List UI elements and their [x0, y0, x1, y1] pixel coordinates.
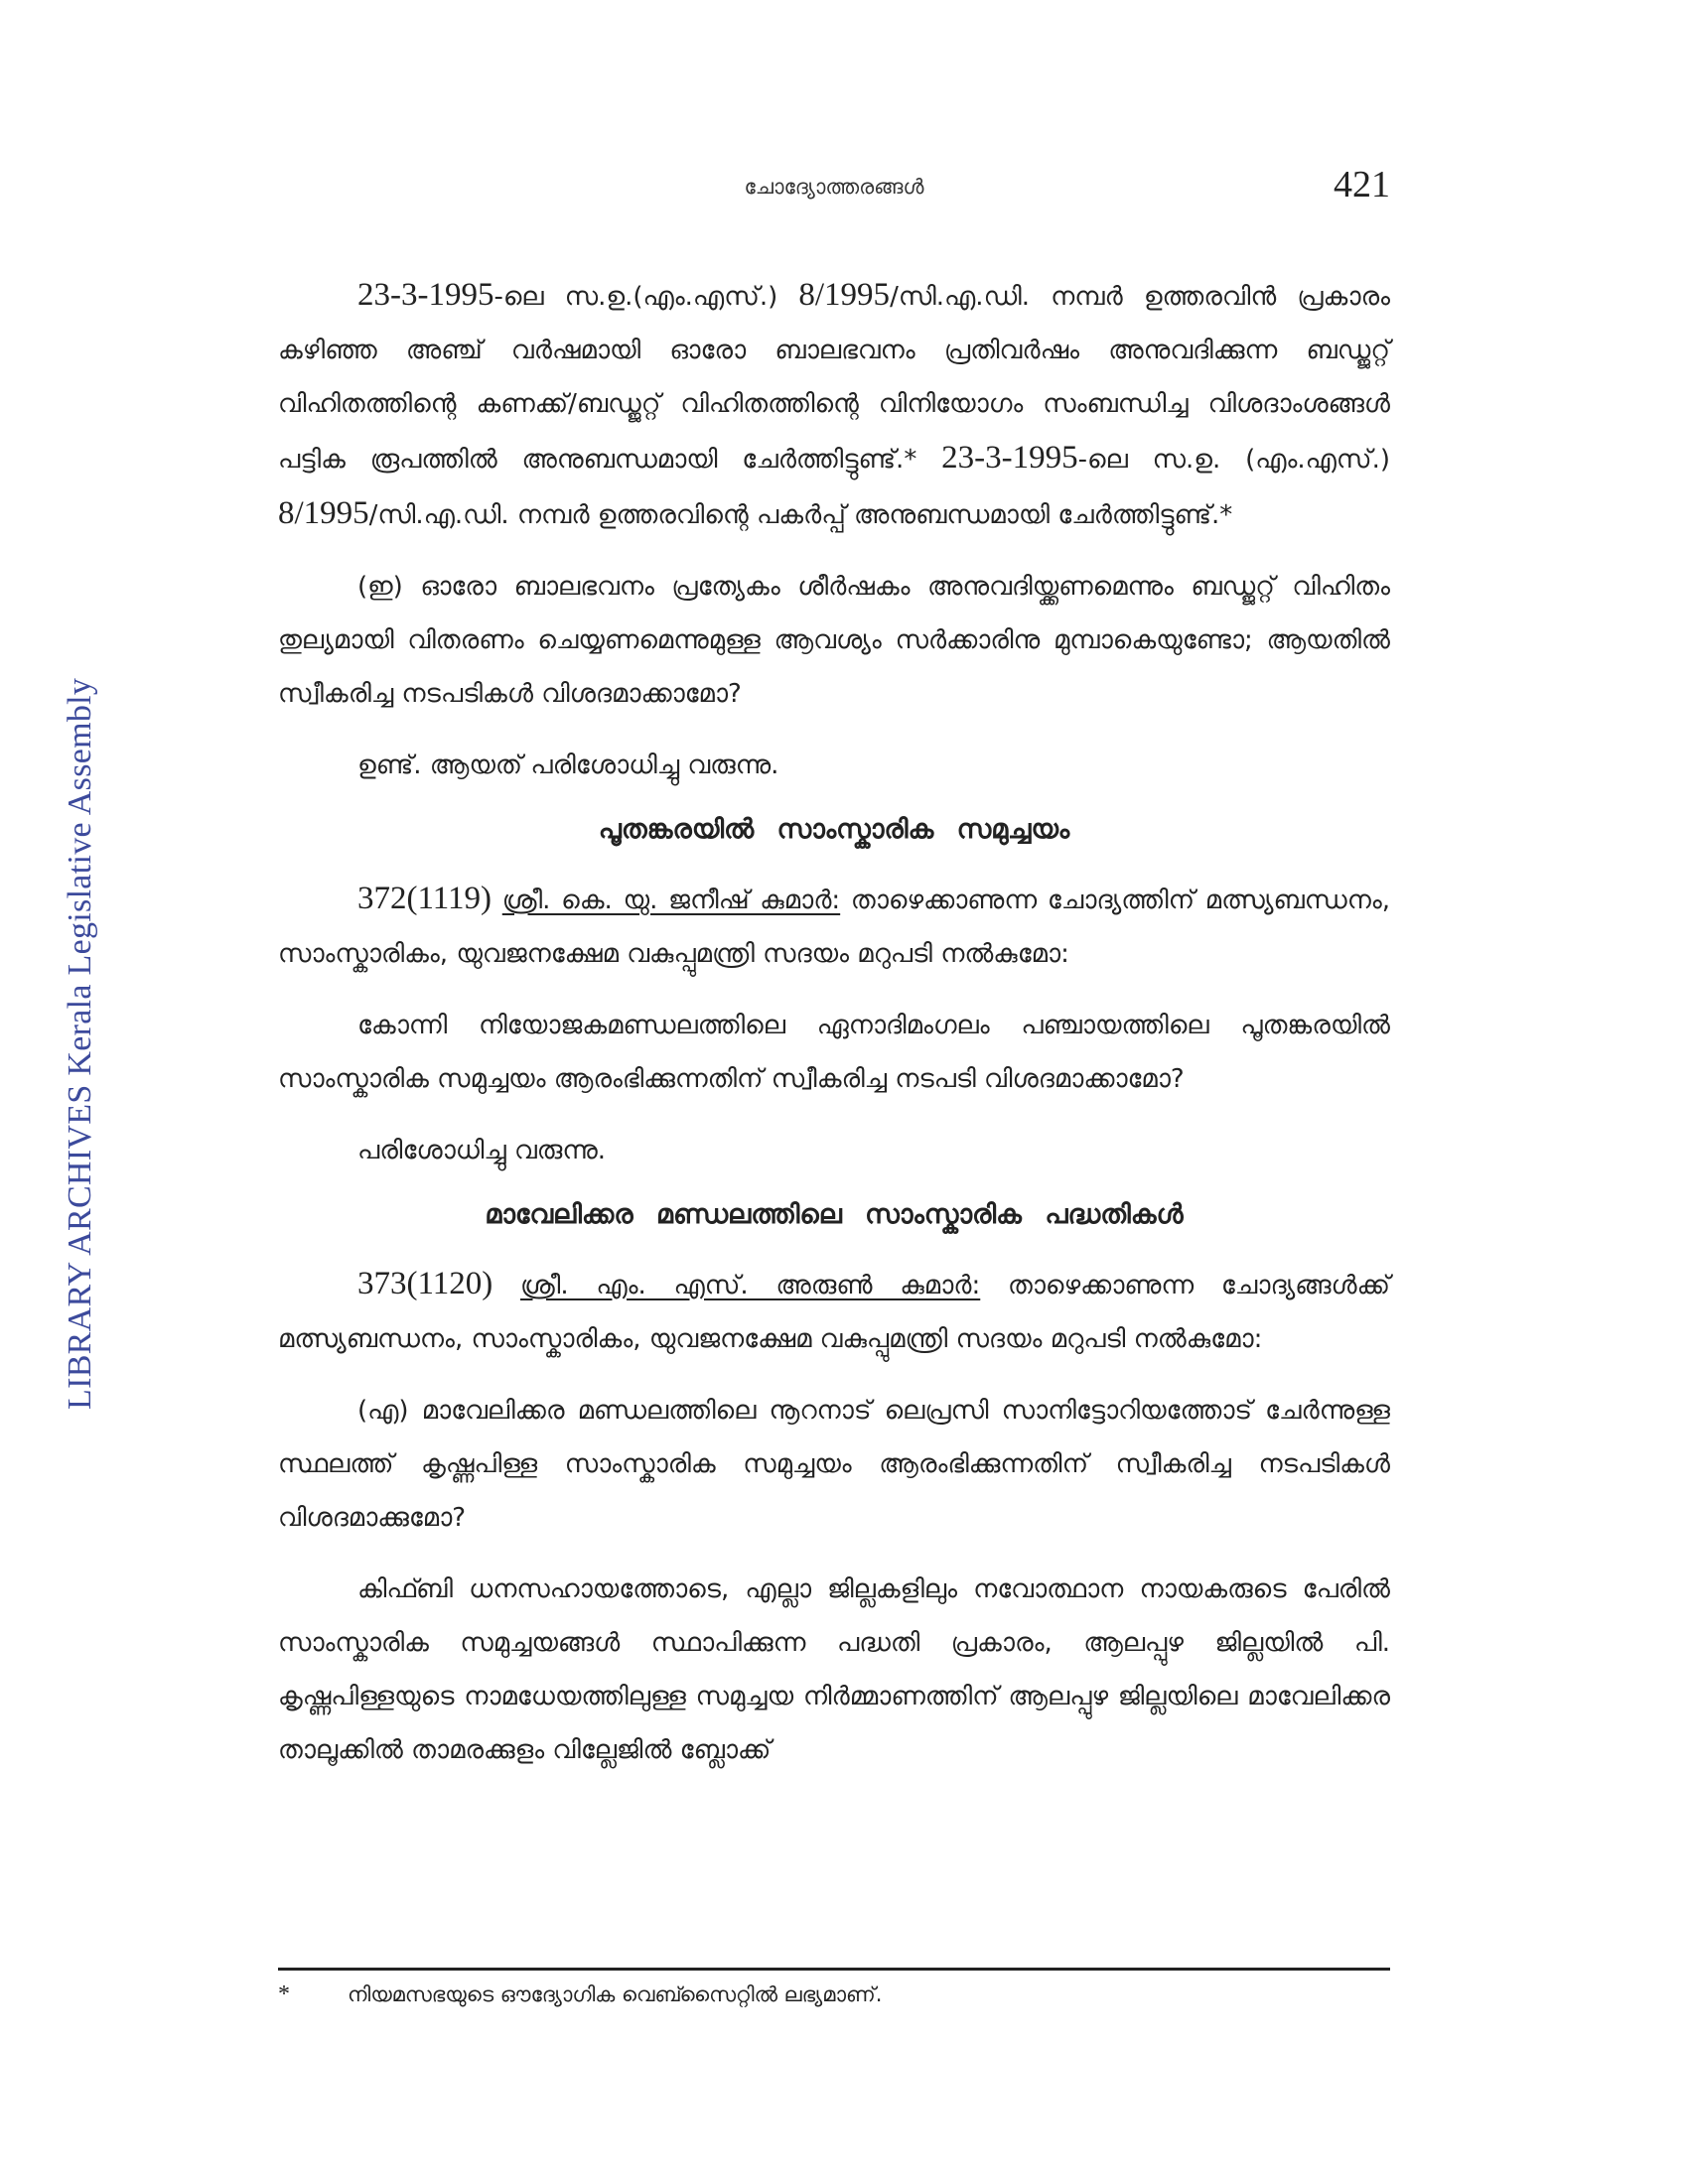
- question-372-intro: [278, 872, 1390, 981]
- section-heading-372: പൂതങ്കരയിൽ സാംസ്കാരിക സമുച്ചയം: [598, 814, 1070, 845]
- order-ref-2: 8/1995: [278, 495, 369, 531]
- answer-e: ഉണ്ട്. ആയത് പരിശോധിച്ചു വരുന്നു.: [357, 751, 779, 780]
- footnote-mark: *: [278, 1981, 290, 2007]
- question-e: (ഇ) ഓരോ ബാലഭവനം പ്രത്യേകം ശീർഷകം അനുവദിയ്ക്കണമെന്നും ബഡ്ജറ്റ് വിഹിതം തുല്യമായി വിതരണം ചെയ്യണമെന്നുമുള്ള ആവശ്യം സർക്കാരിനു മുമ്പാകെയുണ്ടോ; ആയതിൽ സ്വീകരിച്ച നടപടികൾ വിശദമാക്കാമോ?: [278, 572, 1390, 709]
- footnote-divider: [278, 1968, 1390, 1971]
- answer-373-a: കിഫ്ബി ധനസഹായത്തോടെ, എല്ലാ ജില്ലകളിലും നവോത്ഥാന നായകരുടെ പേരിൽ സാംസ്കാരിക സമുച്ചയങ്ങൾ സ്ഥാപിക്കുന്ന പദ്ധതി പ്രകാരം, ആലപ്പുഴ ജില്ലയിൽ പി. കൃഷ്ണപിള്ളയുടെ നാമധേയത്തിലുള്ള സമുച്ചയ നിർമ്മാണത്തിന് ആലപ്പുഴ ജില്ലയിലെ മാവേലിക്കര താലൂക്കിൽ താമരക്കുളം വില്ലേജിൽ ബ്ലോക്ക്: [278, 1574, 1390, 1765]
- order-text-b: /സി.എ.ഡി. നമ്പർ ഉത്തരവിൻ പ്രകാരം കഴിഞ്ഞ അഞ്ച് വർഷമായി ഓരോ ബാലഭവനം പ്രതിവർഷം അനുവദിക്കുന്ന ബഡ്ജറ്റ് വിഹിതത്തിന്റെ കണക്ക്/ബഡ്ജറ്റ് വിഹിതത്തിന്റെ വിനിയോഗം സംബന്ധിച്ച വിശദാംശങ്ങൾ പട്ടിക രൂപത്തിൽ അനുബന്ധമായി ചേർത്തിട്ടുണ്ട്.*: [278, 282, 1390, 475]
- answer-372: പരിശോധിച്ചു വരുന്നു.: [357, 1136, 607, 1165]
- page-number: 421: [1334, 164, 1390, 205]
- question-number-373: 373(1120): [357, 1266, 493, 1301]
- order-date: 23-3-1995: [357, 277, 494, 313]
- page-content: [278, 268, 1390, 1795]
- order-text-d: /സി.എ.ഡി. നമ്പർ ഉത്തരവിന്റെ പകർപ്പ് അനുബന്ധമായി ചേർത്തിട്ടുണ്ട്.*: [368, 500, 1233, 530]
- order-ref: 8/1995: [798, 277, 891, 313]
- order-text-c: -ലെ സ.ഉ. (എം.എസ്.): [1077, 445, 1391, 475]
- member-name-373: ശ്രീ. എം. എസ്. അരുൺ കുമാർ:: [519, 1271, 981, 1300]
- question-number-372: 372(1119): [357, 881, 492, 916]
- order-date-2: 23-3-1995: [941, 440, 1078, 476]
- archive-watermark: LIBRARY ARCHIVES Kerala Legislative Assembly: [62, 677, 98, 1410]
- running-title: ചോദ്യോത്തരങ്ങൾ: [744, 175, 924, 199]
- question-372: കോന്നി നിയോജകമണ്ഡലത്തിലെ ഏനാദിമംഗലം പഞ്ചായത്തിലെ പൂതങ്കരയിൽ സാംസ്കാരിക സമുച്ചയം ആരംഭിക്കുന്നതിന് സ്വീകരിച്ച നടപടി വിശദമാക്കാമോ?: [278, 1011, 1390, 1094]
- page-header: [278, 164, 1390, 216]
- footnote: [278, 1981, 882, 2008]
- intro-text-373: താഴെക്കാണുന്ന ചോദ്യങ്ങൾക്ക് മത്സ്യബന്ധനം, സാംസ്കാരികം, യുവജനക്ഷേമ വകുപ്പുമന്ത്രി സദയം മറുപടി നൽകുമോ:: [278, 1271, 1391, 1354]
- member-name-372: ശ്രീ. കെ. യു. ജനീഷ് കുമാർ:: [501, 886, 841, 915]
- answer-paragraph-budget: [278, 268, 1390, 542]
- footnote-text: നിയമസഭയുടെ ഔദ്യോഗിക വെബ്സൈറ്റിൽ ലഭ്യമാണ്.: [348, 1982, 883, 2006]
- question-373-a: (എ) മാവേലിക്കര മണ്ഡലത്തിലെ നൂറനാട് ലെപ്രസി സാനിട്ടോറിയത്തോട് ചേർന്നുള്ള സ്ഥലത്ത് കൃഷ്ണപിള്ള സാംസ്കാരിക സമുച്ചയം ആരംഭിക്കുന്നതിന് സ്വീകരിച്ച നടപടികൾ വിശദമാക്കുമോ?: [278, 1396, 1390, 1533]
- intro-text-372: താഴെക്കാണുന്ന ചോദ്യത്തിന് മത്സ്യബന്ധനം, സാംസ്കാരികം, യുവജനക്ഷേമ വകുപ്പുമന്ത്രി സദയം മറുപടി നൽകുമോ:: [278, 886, 1390, 969]
- order-text-a: -ലെ സ.ഉ.(എം.എസ്.): [493, 282, 799, 312]
- section-heading-373: മാവേലിക്കര മണ്ഡലത്തിലെ സാംസ്കാരിക പദ്ധതികൾ: [485, 1199, 1184, 1230]
- question-373-intro: [278, 1257, 1390, 1366]
